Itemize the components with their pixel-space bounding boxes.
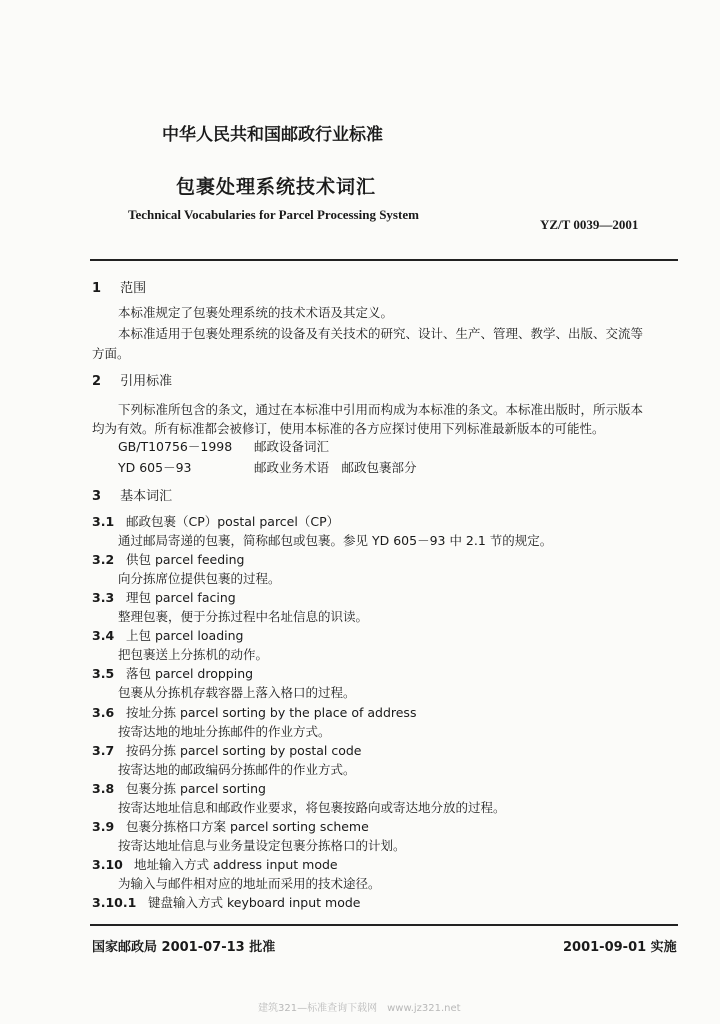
- footer-divider: [90, 924, 678, 926]
- term-entry: [92, 626, 243, 644]
- reference-item: [118, 437, 329, 455]
- term-definition: 包裹从分拣机存载容器上落入格口的过程。: [118, 685, 356, 700]
- term-entry: [92, 703, 416, 721]
- section-title: 基本词汇: [120, 489, 173, 504]
- section-number: 3: [92, 489, 102, 504]
- term-entry: [92, 588, 236, 606]
- term-definition: 按寄达地址信息和邮政作业要求，将包裹按路向或寄达地分放的过程。: [118, 800, 506, 815]
- term-entry: [92, 664, 253, 682]
- term-title: 地址输入方式 address input mode: [133, 857, 338, 872]
- term-definition: 向分拣席位提供包裹的过程。: [118, 571, 281, 586]
- standard-number: YZ/T 0039—2001: [540, 217, 639, 232]
- term-title: 包裹分拣格口方案 parcel sorting scheme: [125, 819, 369, 834]
- section-title: 引用标准: [120, 374, 173, 389]
- term-number: 3.7: [92, 743, 115, 758]
- term-entry: [92, 817, 369, 835]
- term-number: 3.10: [92, 857, 123, 872]
- implementation-date: 2001-09-01 实施: [563, 940, 677, 955]
- term-entry: [92, 550, 244, 568]
- watermark: 建筑321—标准查询下载网 www.jz321.net: [258, 1003, 461, 1014]
- term-number: 3.3: [92, 590, 115, 605]
- paragraph: 均为有效。所有标准都会被修订，使用本标准的各方应探讨使用下列标准最新版本的可能性。: [92, 421, 605, 436]
- term-definition: 按寄达地址信息与业务量设定包裹分拣格口的计划。: [118, 838, 406, 853]
- term-number: 3.4: [92, 628, 115, 643]
- paragraph: 下列标准所包含的条文，通过在本标准中引用而构成为本标准的条文。本标准出版时，所示版本: [118, 402, 644, 417]
- term-number: 3.9: [92, 819, 115, 834]
- issuing-authority-heading: 中华人民共和国邮政行业标准: [162, 125, 383, 145]
- paragraph: 本标准规定了包裹处理系统的技术术语及其定义。: [118, 305, 394, 320]
- term-title: 按码分拣 parcel sorting by postal code: [125, 743, 362, 758]
- section-2-heading: [92, 370, 172, 389]
- term-definition: 按寄达地的地址分拣邮件的作业方式。: [118, 724, 331, 739]
- reference-code: GB/T10756－1998: [118, 439, 233, 454]
- term-entry: [92, 741, 361, 759]
- term-entry: [92, 512, 339, 530]
- approval-note: 国家邮政局 2001-07-13 批准: [92, 940, 276, 955]
- term-title: 包裹分拣 parcel sorting: [125, 781, 266, 796]
- term-entry: [92, 855, 338, 873]
- term-entry: [92, 893, 361, 911]
- reference-name: 邮政设备词汇: [253, 439, 329, 454]
- term-definition: 为输入与邮件相对应的地址而采用的技术途径。: [118, 876, 381, 891]
- term-title: 理包 parcel facing: [125, 590, 236, 605]
- term-definition: 按寄达地的邮政编码分拣邮件的作业方式。: [118, 762, 356, 777]
- section-title: 范围: [120, 281, 147, 296]
- section-number: 2: [92, 374, 102, 389]
- reference-name: 邮政业务术语 邮政包裹部分: [253, 460, 417, 475]
- document-title-cn: 包裹处理系统技术词汇: [176, 176, 377, 198]
- section-1-heading: [92, 277, 146, 296]
- paragraph: 本标准适用于包裹处理系统的设备及有关技术的研究、设计、生产、管理、教学、出版、交流等: [118, 326, 644, 341]
- term-definition: 把包裹送上分拣机的动作。: [118, 647, 269, 662]
- term-entry: [92, 779, 266, 797]
- term-number: 3.6: [92, 705, 115, 720]
- term-title: 上包 parcel loading: [125, 628, 244, 643]
- reference-code: YD 605－93: [118, 460, 192, 475]
- term-definition: 整理包裹，便于分拣过程中名址信息的识读。: [118, 609, 369, 624]
- term-definition: 通过邮局寄递的包裹，简称邮包或包裹。参见 YD 605－93 中 2.1 节的规定。: [118, 533, 553, 548]
- term-number: 3.8: [92, 781, 115, 796]
- paragraph: 方面。: [92, 346, 130, 361]
- section-3-heading: [92, 485, 172, 504]
- term-title: 供包 parcel feeding: [125, 552, 245, 567]
- header-divider: [90, 259, 678, 261]
- term-number: 3.10.1: [92, 895, 137, 910]
- section-number: 1: [92, 281, 102, 296]
- term-title: 按址分拣 parcel sorting by the place of address: [125, 705, 417, 720]
- term-title: 邮政包裹（CP）postal parcel（CP）: [125, 514, 340, 529]
- term-title: 落包 parcel dropping: [125, 666, 254, 681]
- document-title-en: Technical Vocabularies for Parcel Processing System: [128, 207, 419, 222]
- term-title: 键盘输入方式 keyboard input mode: [147, 895, 361, 910]
- reference-item: [118, 458, 417, 476]
- term-number: 3.5: [92, 666, 115, 681]
- term-number: 3.2: [92, 552, 115, 567]
- term-number: 3.1: [92, 514, 115, 529]
